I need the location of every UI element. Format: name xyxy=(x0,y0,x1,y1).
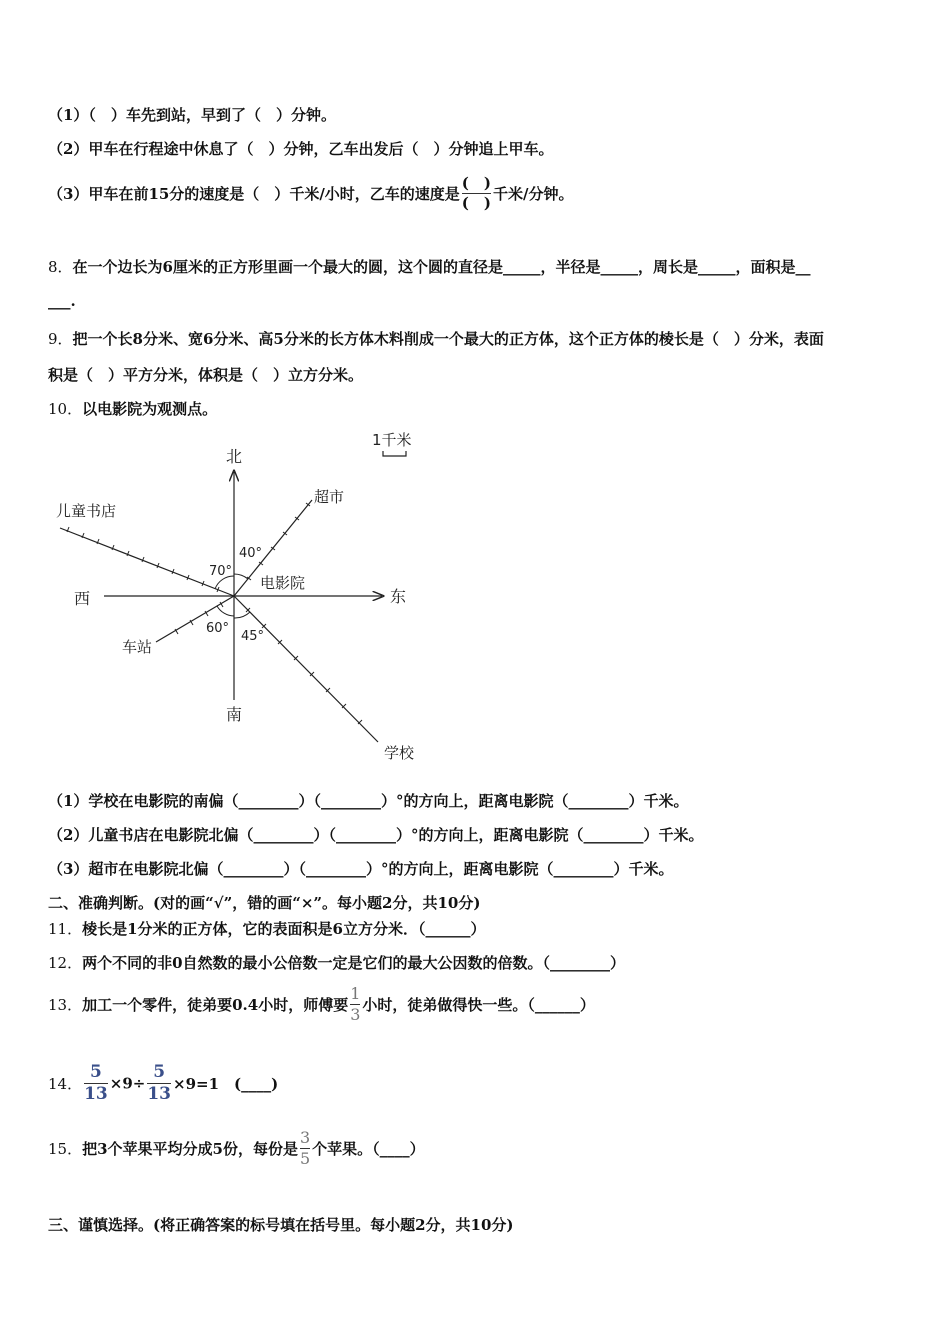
question-number: 12． xyxy=(48,954,83,972)
question-text: 两个不同的非0自然数的最小公倍数一定是它们的最大公因数的倍数。（________） xyxy=(82,954,626,972)
angle-label-70: 70° xyxy=(209,564,233,579)
q14-operator-2: ×9=1 (____) xyxy=(173,1075,279,1093)
question-11 xyxy=(48,918,485,939)
west-label: 西 xyxy=(74,589,91,608)
question-10 xyxy=(48,398,217,419)
fraction-denominator: ( ) xyxy=(461,194,491,212)
fraction-denominator: 13 xyxy=(84,1084,108,1104)
q13-fraction xyxy=(350,986,360,1023)
question-9-cont: 积是（ ）平方分米，体积是（ ）立方分米。 xyxy=(48,366,364,384)
question-number: 11． xyxy=(48,920,83,938)
question-12 xyxy=(48,952,625,973)
fraction-numerator: ( ) xyxy=(461,174,491,192)
bookstore-label: 儿童书店 xyxy=(56,502,117,520)
q10-sub1: （1）学校在电影院的南偏（________）（________）°的方向上，距离电影院（________）千米。 xyxy=(48,792,689,810)
bookstore-ray xyxy=(60,528,234,596)
fraction-numerator: 1 xyxy=(350,984,361,1003)
north-label: 北 xyxy=(226,447,243,466)
fraction-denominator: 13 xyxy=(147,1084,172,1104)
angle-arc-40 xyxy=(234,574,248,579)
south-label: 南 xyxy=(226,705,243,724)
direction-diagram xyxy=(0,420,460,770)
question-text: 以电影院为观测点。 xyxy=(82,400,218,418)
q7-sub1: （1）（ ）车先到站，早到了（ ）分钟。 xyxy=(48,106,336,124)
q10-sub2: （2）儿童书店在电影院北偏（________）（________）°的方向上，距离电影院（________）千米。 xyxy=(48,826,704,844)
question-13 xyxy=(48,986,595,1023)
fraction-denominator: 3 xyxy=(350,1005,361,1024)
school-label: 学校 xyxy=(384,744,415,762)
angle-arc-45 xyxy=(234,612,250,618)
q7-sub3-fraction xyxy=(462,176,491,211)
school-ray xyxy=(234,596,378,742)
question-text-prefix: 把3个苹果平均分成5份，每份是 xyxy=(82,1140,298,1158)
fraction-numerator: 3 xyxy=(299,1128,311,1147)
east-label: 东 xyxy=(390,587,407,606)
scale-label: 1千米 xyxy=(372,431,412,449)
q10-sub3: （3）超市在电影院北偏（________）（________）°的方向上，距离电影院（________）千米。 xyxy=(48,860,674,878)
question-8 xyxy=(48,256,811,277)
q14-fraction-1 xyxy=(84,1064,108,1103)
question-text: 在一个边长为6厘米的正方形里画一个最大的圆，这个圆的直径是_____，半径是_____，周长是_____，面积是__ xyxy=(72,258,811,276)
question-number: 15． xyxy=(48,1140,83,1158)
question-text-suffix: 小时，徒弟做得快一些。（______） xyxy=(362,996,595,1014)
fraction-numerator: 5 xyxy=(153,1062,166,1082)
section-2-title: 二、准确判断。(对的画“√”，错的画“×”。每小题2分，共10分) xyxy=(48,894,481,912)
question-14 xyxy=(48,1064,278,1103)
question-number: 9． xyxy=(48,330,73,348)
angle-label-40: 40° xyxy=(239,546,263,561)
q14-fraction-2 xyxy=(147,1064,171,1103)
question-text-prefix: 加工一个零件，徒弟要0.4小时，师傅要 xyxy=(82,996,349,1014)
supermarket-label: 超市 xyxy=(314,488,345,506)
q7-sub3 xyxy=(48,176,573,211)
question-number: 13． xyxy=(48,996,83,1014)
angle-arc-60 xyxy=(217,606,234,616)
question-number: 14． xyxy=(48,1075,83,1093)
station-label: 车站 xyxy=(122,638,153,656)
question-8-cont: ___. xyxy=(48,292,76,310)
scale-bar xyxy=(383,451,406,456)
question-text: 棱长是1分米的正方体，它的表面积是6立方分米．（______） xyxy=(82,920,486,938)
q14-operator-1: ×9÷ xyxy=(109,1074,146,1093)
q7-sub3-prefix: （3）甲车在前15分的速度是（ ）千米/小时，乙车的速度是 xyxy=(48,185,460,203)
angle-label-45: 45° xyxy=(241,629,265,644)
section-3-title: 三、谨慎选择。(将正确答案的标号填在括号里。每小题2分，共10分) xyxy=(48,1216,514,1234)
question-9 xyxy=(48,328,824,349)
q7-sub3-suffix: 千米/分钟。 xyxy=(493,185,574,203)
fraction-denominator: 5 xyxy=(299,1149,311,1168)
question-number: 8． xyxy=(48,258,73,276)
cinema-label: 电影院 xyxy=(260,574,306,592)
q7-sub2: （2）甲车在行程途中休息了（ ）分钟，乙车出发后（ ）分钟追上甲车。 xyxy=(48,140,554,158)
angle-label-60: 60° xyxy=(206,621,230,636)
question-15 xyxy=(48,1130,425,1167)
q15-fraction xyxy=(300,1130,310,1167)
question-text: 把一个长8分米、宽6分米、高5分米的长方体木料削成一个最大的正方体，这个正方体的棱长是（ ）分米，表面 xyxy=(72,330,824,348)
question-number: 10． xyxy=(48,400,83,418)
fraction-numerator: 5 xyxy=(90,1062,102,1082)
question-text-suffix: 个苹果。（____） xyxy=(312,1140,425,1158)
